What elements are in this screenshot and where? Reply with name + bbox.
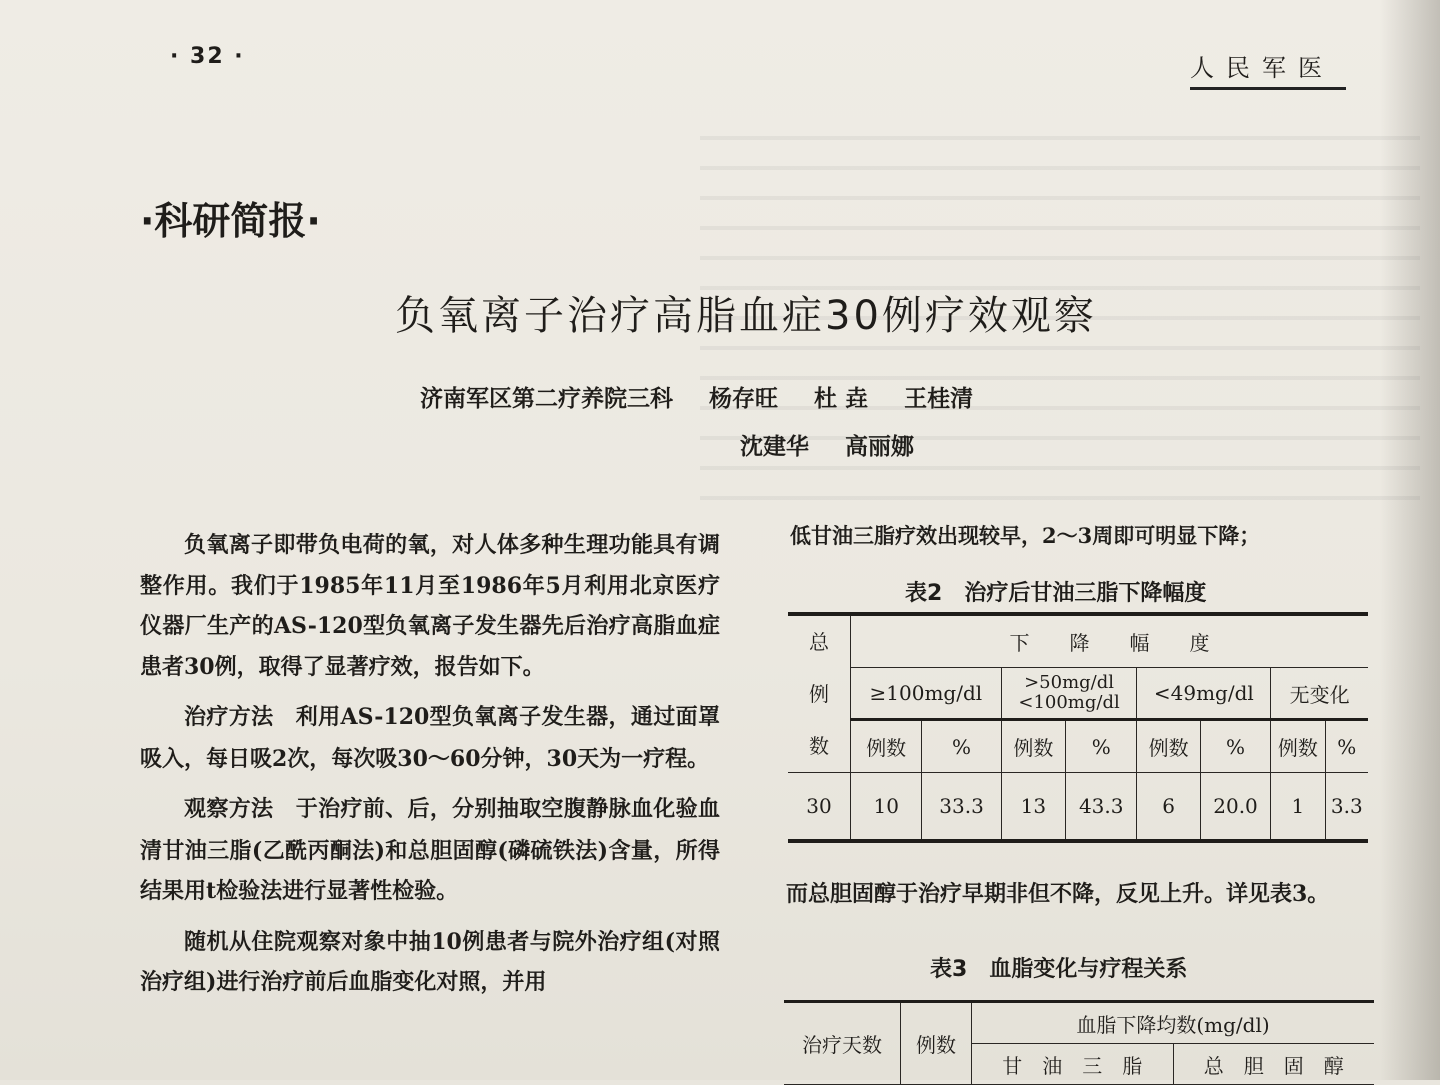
sub-cases: 例数 bbox=[851, 720, 922, 773]
observation-paragraph bbox=[140, 789, 720, 912]
table-cell: 33.3 bbox=[922, 773, 1001, 842]
author-line-2 bbox=[740, 428, 914, 461]
journal-title: 人民军医 bbox=[1190, 48, 1346, 90]
table-cell: 20.0 bbox=[1200, 773, 1270, 842]
control-paragraph: 随机从住院观察对象中抽10例患者与院外治疗组(对照治疗组)进行治疗前后血脂变化对照，并用 bbox=[140, 928, 720, 995]
affiliation: 济南军区第二疗养院三科 bbox=[420, 385, 673, 412]
sub-pct: % bbox=[1325, 720, 1368, 773]
intro-paragraph: 负氧离子即带负电荷的氧，对人体多种生理功能具有调整作用。我们于1985年11月至1986年5月利用北京医疗仪器厂生产的AS-120型负氧离子发生器先后治疗高脂血症患者30例，取得了显著疗效，报告如下。 bbox=[140, 532, 720, 680]
table-cell: 43.3 bbox=[1065, 773, 1136, 842]
decrease-group-header: 下 降 幅 度 bbox=[851, 614, 1369, 667]
col-50-100: >50mg/dl <100mg/dl bbox=[1001, 667, 1137, 720]
author-line-1 bbox=[420, 380, 973, 413]
table3-caption bbox=[930, 952, 1187, 983]
cases-header: 例数 bbox=[901, 1002, 972, 1085]
table-cell: 30 bbox=[788, 773, 851, 842]
table3 bbox=[784, 1000, 1374, 1085]
treatment-text: 利用AS-120型负氧离子发生器，通过面罩吸入，每日吸2次，每次吸30～60分钟，30天为一疗程。 bbox=[140, 704, 720, 772]
sub-pct: % bbox=[1200, 720, 1270, 773]
table3-number: 表3 bbox=[930, 957, 968, 982]
observation-heading: 观察方法 bbox=[184, 797, 274, 822]
article-title: 负氧离子治疗高脂血症30例疗效观察 bbox=[395, 293, 1097, 339]
author-name: 杨存旺 bbox=[709, 385, 779, 412]
author-name: 杜 垚 bbox=[814, 385, 869, 412]
table-cell: 10 bbox=[851, 773, 922, 842]
author-name: 王桂清 bbox=[904, 385, 974, 412]
mean-decrease-header: 血脂下降均数(mg/dl) bbox=[972, 1002, 1375, 1044]
table2 bbox=[788, 612, 1368, 843]
treatment-heading: 治疗方法 bbox=[184, 705, 274, 730]
section-label: ·科研简报· bbox=[140, 199, 321, 243]
col-no-change: 无变化 bbox=[1271, 667, 1368, 720]
sub-pct: % bbox=[922, 720, 1001, 773]
col-lt49: <49mg/dl bbox=[1137, 667, 1271, 720]
page-curl-shadow bbox=[1380, 0, 1440, 1080]
observation-text: 于治疗前、后，分别抽取空腹静脉血化验血清甘油三脂(乙酰丙酮法)和总胆固醇(磷硫铁法)含量，所得结果用t检验法进行显著性检验。 bbox=[140, 796, 720, 904]
author-name: 高丽娜 bbox=[845, 433, 915, 460]
author-name: 沈建华 bbox=[740, 433, 809, 460]
total-cases-header: 总 例 数 bbox=[788, 614, 851, 773]
continuation-line: 低甘油三脂疗效出现较早，2～3周即可明显下降； bbox=[790, 523, 1261, 548]
table3-title: 血脂变化与疗程关系 bbox=[989, 956, 1188, 982]
table2-number: 表2 bbox=[905, 581, 943, 606]
sub-cases: 例数 bbox=[1001, 720, 1065, 773]
table-row bbox=[788, 773, 1368, 842]
left-column bbox=[140, 525, 720, 1013]
table2-caption bbox=[905, 576, 1206, 607]
cholesterol-paragraph: 而总胆固醇于治疗早期非但不降，反见上升。详见表3。 bbox=[786, 881, 1330, 907]
page-number: · 32 · bbox=[170, 44, 245, 69]
table-cell: 6 bbox=[1137, 773, 1200, 842]
table-cell: 13 bbox=[1001, 773, 1065, 842]
days-header: 治疗天数 bbox=[784, 1002, 901, 1085]
table-cell: 1 bbox=[1271, 773, 1325, 842]
table2-title: 治疗后甘油三脂下降幅度 bbox=[964, 580, 1207, 606]
sub-pct: % bbox=[1065, 720, 1136, 773]
col-ge100: ≥100mg/dl bbox=[851, 667, 1002, 720]
sub-cases: 例数 bbox=[1137, 720, 1200, 773]
table-cell: 3.3 bbox=[1325, 773, 1368, 842]
sub-cases: 例数 bbox=[1271, 720, 1325, 773]
cholesterol-header: 总 胆 固 醇 bbox=[1173, 1044, 1374, 1085]
triglyceride-header: 甘 油 三 脂 bbox=[972, 1044, 1174, 1085]
treatment-paragraph bbox=[140, 697, 720, 779]
